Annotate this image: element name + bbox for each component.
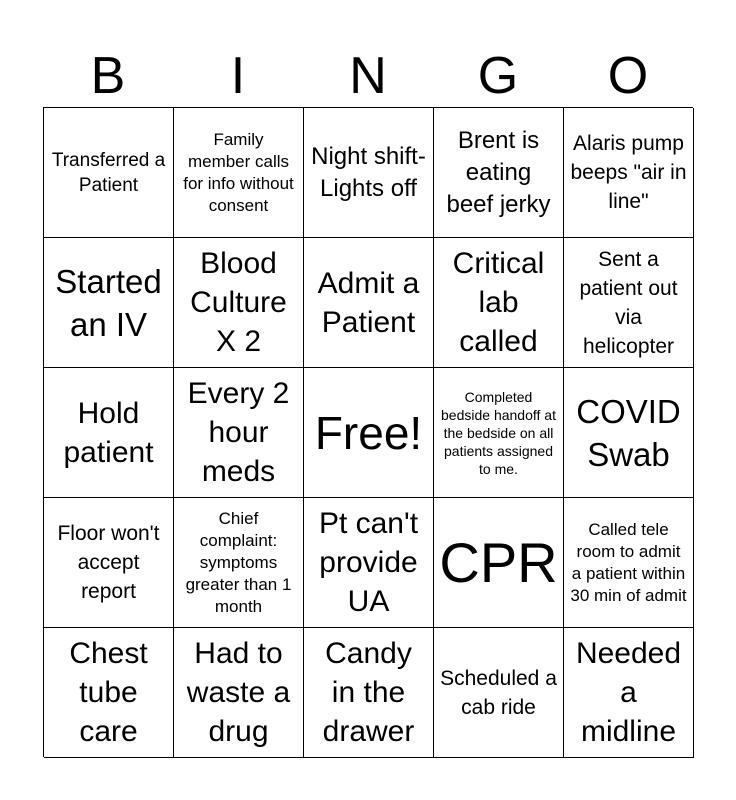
bingo-cell-r3-c5[interactable] — [564, 368, 694, 498]
cell-text: Hold patient — [63, 396, 154, 469]
cell-text: Family member calls for info without consent — [183, 129, 294, 215]
bingo-cell-r2-c4[interactable] — [434, 238, 564, 368]
free-space-text: Free! — [314, 406, 423, 459]
cell-text: Chest tube care — [69, 637, 148, 748]
cell-text: Sent a patient out via helicopter — [579, 247, 678, 358]
bingo-cell-r5-c2[interactable] — [174, 628, 304, 758]
cell-text: Started an IV — [55, 262, 162, 343]
cell-text: Needed a midline — [575, 637, 682, 748]
bingo-cell-r1-c4[interactable] — [434, 108, 564, 238]
bingo-cell-r4-c3[interactable] — [304, 498, 434, 628]
cell-text: Blood Culture X 2 — [190, 247, 287, 358]
bingo-cell-r3-c1[interactable] — [44, 368, 174, 498]
bingo-cell-r4-c5[interactable] — [564, 498, 694, 628]
bingo-cell-r3-c3-free[interactable] — [304, 368, 434, 498]
bingo-cell-r2-c5[interactable] — [564, 238, 694, 368]
bingo-cell-r1-c1[interactable] — [44, 108, 174, 238]
bingo-cell-r4-c2[interactable] — [174, 498, 304, 628]
cell-text: Alaris pump beeps "air in line" — [570, 132, 687, 213]
cell-text: COVID Swab — [576, 392, 681, 473]
cell-text: Scheduled a cab ride — [440, 666, 557, 719]
cell-text: Candy in the drawer — [322, 637, 415, 748]
cell-text: Chief complaint: symptoms greater than 1 month — [185, 508, 292, 616]
bingo-board — [43, 107, 693, 757]
cell-text: Admit a Patient — [317, 266, 420, 339]
header-letter-i: I — [230, 47, 246, 105]
cell-text: Night shift- Lights off — [311, 142, 426, 202]
header-letter-b: B — [90, 47, 126, 105]
cell-text: Critical lab called — [452, 247, 545, 358]
cell-text: Brent is eating beef jerky — [446, 126, 551, 218]
bingo-cell-r1-c3[interactable] — [304, 108, 434, 238]
cell-text: Called tele room to admit a patient within 30 min of admit — [570, 519, 687, 605]
bingo-cell-r3-c4[interactable] — [434, 368, 564, 498]
bingo-cell-r4-c4[interactable] — [434, 498, 564, 628]
cell-text: Pt can't provide UA — [318, 507, 419, 618]
cell-text: Transferred a Patient — [51, 149, 166, 196]
bingo-cell-r2-c2[interactable] — [174, 238, 304, 368]
cell-text: Completed bedside handoff at the bedside on all patients assigned to me. — [441, 388, 556, 477]
cell-text: Every 2 hour meds — [187, 377, 290, 488]
bingo-cell-r5-c5[interactable] — [564, 628, 694, 758]
bingo-cell-r3-c2[interactable] — [174, 368, 304, 498]
bingo-cell-r1-c5[interactable] — [564, 108, 694, 238]
bingo-cell-r5-c3[interactable] — [304, 628, 434, 758]
header-letter-n: N — [349, 47, 387, 105]
cell-text: Had to waste a drug — [186, 637, 291, 748]
bingo-cell-r1-c2[interactable] — [174, 108, 304, 238]
bingo-cell-r2-c1[interactable] — [44, 238, 174, 368]
bingo-cell-r4-c1[interactable] — [44, 498, 174, 628]
bingo-cell-r2-c3[interactable] — [304, 238, 434, 368]
header-letter-g: G — [477, 47, 519, 105]
cell-text: Floor won't accept report — [57, 522, 160, 603]
bingo-header — [43, 44, 693, 108]
bingo-cell-r5-c4[interactable] — [434, 628, 564, 758]
header-letter-o: O — [607, 47, 649, 105]
bingo-cell-r5-c1[interactable] — [44, 628, 174, 758]
cell-text: CPR — [439, 530, 558, 594]
